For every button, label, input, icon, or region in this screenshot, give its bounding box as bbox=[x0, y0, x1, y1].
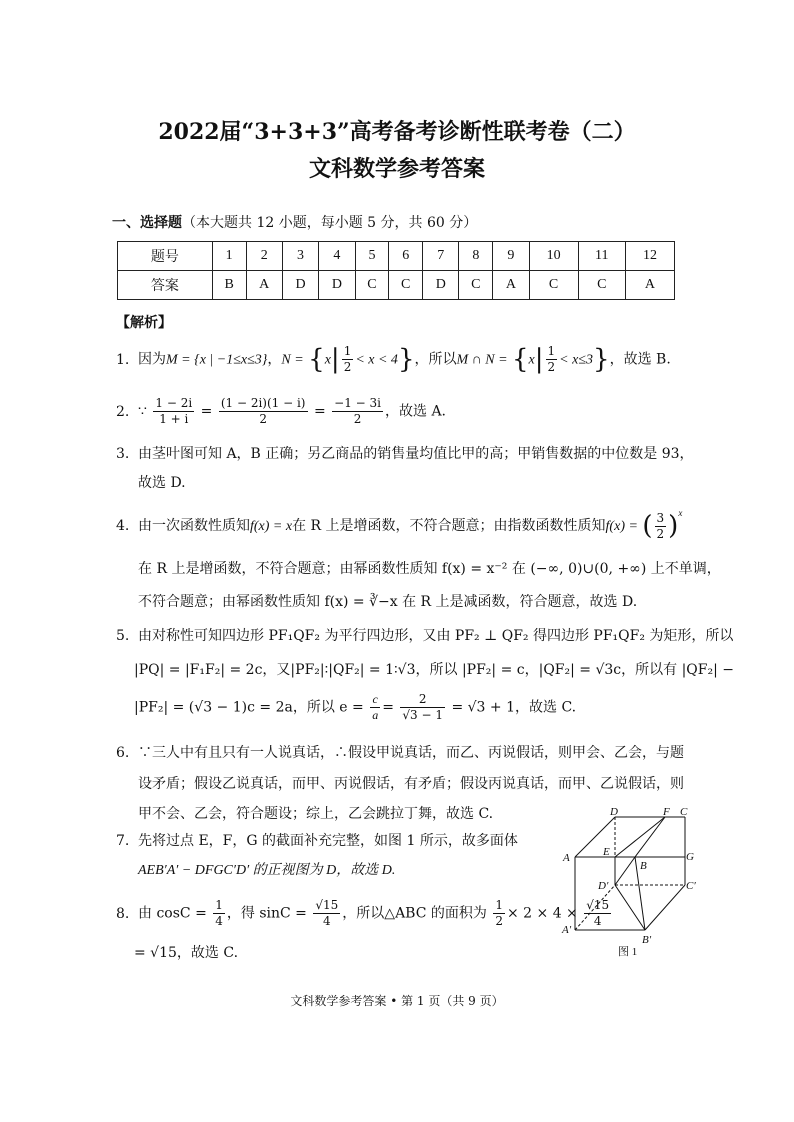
fraction-denominator: 4 bbox=[313, 913, 340, 929]
solution-7 bbox=[116, 830, 518, 850]
fraction-numerator: √15 bbox=[586, 898, 610, 912]
fraction bbox=[655, 511, 667, 542]
solution-5-line3 bbox=[134, 692, 576, 723]
solution-4-line3: 不符合题意；由幂函数性质知 f(x) = ∛−x 在 R 上是减函数，符合题意，故选 D. bbox=[138, 594, 638, 610]
set-var: x bbox=[324, 352, 331, 368]
solution-text: × 2 × 4 × bbox=[506, 905, 578, 922]
fraction-numerator: 2 bbox=[418, 692, 427, 706]
fraction bbox=[213, 898, 225, 929]
fraction-numerator: 1 bbox=[495, 898, 503, 912]
fraction-numerator: 1 bbox=[215, 898, 223, 912]
fraction-denominator: 1 + i bbox=[153, 411, 194, 427]
solution-number: 8. bbox=[116, 905, 130, 922]
because-symbol: ∵ bbox=[138, 403, 147, 420]
label-D: D bbox=[610, 806, 618, 818]
fraction bbox=[153, 396, 194, 427]
fraction bbox=[313, 898, 340, 929]
label-Dp: D′ bbox=[598, 880, 609, 892]
solution-8-line2: = √15，故选 C. bbox=[134, 945, 239, 961]
question-cell: 12 bbox=[625, 242, 674, 271]
question-cell: 4 bbox=[319, 242, 355, 271]
solution-text: ， bbox=[267, 351, 282, 368]
solution-number: 7. bbox=[116, 833, 130, 849]
vertex-labels bbox=[561, 806, 696, 946]
fraction-denominator: √3 − 1 bbox=[402, 708, 443, 722]
question-header: 题号 bbox=[118, 242, 213, 271]
solution-text: ，所以 bbox=[414, 351, 457, 368]
solution-7-line2: AEB′A′ − DFGC′D′ 的正视图为 D，故选 D. bbox=[138, 863, 396, 878]
answer-cell: D bbox=[423, 271, 459, 300]
question-cell: 6 bbox=[389, 242, 423, 271]
left-brace: { bbox=[512, 344, 529, 375]
set-m: M = {x | −1≤x≤3} bbox=[166, 352, 268, 368]
hidden-edges bbox=[575, 817, 685, 930]
label-G: G bbox=[686, 851, 694, 863]
fraction-numerator: (1 − 2i)(1 − i) bbox=[220, 396, 306, 410]
label-C: C bbox=[680, 806, 688, 818]
set-condition: < x < 4 bbox=[355, 352, 398, 368]
label-Ap: A′ bbox=[562, 924, 572, 936]
question-cell: 2 bbox=[246, 242, 282, 271]
formula: f(x) = bbox=[605, 519, 638, 534]
left-paren: ( bbox=[642, 511, 653, 541]
bar: | bbox=[330, 344, 340, 375]
question-cell: 9 bbox=[493, 242, 529, 271]
set-condition: < x≤3 bbox=[559, 352, 594, 368]
answer-cell: D bbox=[282, 271, 318, 300]
solution-text: 由 cosC = bbox=[138, 905, 207, 922]
answer-cell: C bbox=[529, 271, 578, 300]
title-line1: 2022届“3+3+3”高考备考诊断性联考卷（二） bbox=[158, 119, 636, 145]
fraction: $\frac{1}{2}$ bbox=[343, 344, 352, 374]
label-Bp: B′ bbox=[642, 934, 652, 946]
fraction-denominator: 2 bbox=[495, 914, 503, 928]
label-B: B bbox=[640, 860, 647, 872]
answer-table bbox=[117, 241, 675, 300]
solution-number: 4. bbox=[116, 518, 130, 534]
solution-1 bbox=[116, 344, 671, 375]
left-brace: { bbox=[308, 344, 325, 375]
solution-text: 由茎叶图可知 A，B 正确；另乙商品的销售量均值比甲的高；甲销售数据的中位数是 93， bbox=[138, 446, 694, 462]
solution-6-line3: 甲不会、乙会，符合题设；综上，乙会跳拉丁舞，故选 C. bbox=[138, 806, 494, 822]
fraction-numerator: −1 − 3i bbox=[334, 396, 381, 410]
answer-cell: A bbox=[625, 271, 674, 300]
right-paren: ) bbox=[668, 511, 679, 541]
fraction-denominator: 2 bbox=[332, 411, 383, 427]
solution-text: ∵三人中有且只有一人说真话，∴假设甲说真话，而乙、丙说假话，则甲会、乙会，与题 bbox=[138, 745, 684, 761]
exponent: x bbox=[678, 508, 683, 518]
section1-prefix: 一、选择题 bbox=[112, 215, 182, 231]
question-cell: 3 bbox=[282, 242, 318, 271]
formula: f(x) = x bbox=[250, 519, 293, 534]
solution-6-line2: 设矛盾；假设乙说真话，而甲、丙说假话，有矛盾；假设丙说真话，而甲、乙说假话，则 bbox=[138, 776, 684, 792]
label-Cp: C′ bbox=[686, 880, 696, 892]
label-E: E bbox=[603, 846, 610, 858]
solution-8 bbox=[116, 898, 613, 929]
solution-number: 6. bbox=[116, 745, 130, 761]
fraction-numerator: √15 bbox=[315, 898, 339, 912]
fraction-denominator: 4 bbox=[215, 914, 223, 928]
solution-5 bbox=[116, 625, 733, 645]
answer-cell: C bbox=[355, 271, 389, 300]
fraction-denominator: 2 bbox=[219, 411, 308, 427]
fraction bbox=[332, 396, 383, 427]
solution-2: 2. ∵ $\frac{1 - 2i}{1 + i}$ = $\frac{(1 - 2i)(1 - i)}{2}$ = $\frac{-1 - 3i}{2}$ ，故选 A. bbox=[116, 396, 447, 426]
fraction-numerator: c bbox=[372, 692, 378, 706]
fraction: $\frac{1}{2}$ bbox=[547, 344, 556, 374]
solution-number: 5. bbox=[116, 628, 130, 644]
question-cell: 10 bbox=[529, 242, 578, 271]
fraction bbox=[370, 692, 380, 723]
page-footer: 文科数学参考答案 • 第 1 页（共 9 页） bbox=[290, 994, 504, 1008]
figure-caption: 图 1 bbox=[618, 946, 638, 957]
answer-cell: C bbox=[578, 271, 625, 300]
answer-cell: C bbox=[389, 271, 423, 300]
section1-heading bbox=[112, 212, 477, 232]
answer-cell: B bbox=[212, 271, 246, 300]
solution-number: 2. bbox=[116, 403, 130, 420]
question-cell: 11 bbox=[578, 242, 625, 271]
solution-text: = √3 + 1，故选 C. bbox=[451, 699, 577, 716]
set-n-label: N = bbox=[281, 352, 304, 368]
set-var: x bbox=[528, 352, 535, 368]
solution-number: 1. bbox=[116, 351, 130, 368]
solution-text: ，得 sinC = bbox=[226, 905, 307, 922]
solution-text: ，故选 A. bbox=[385, 403, 447, 420]
fraction-numerator: 3 bbox=[656, 510, 665, 525]
question-cell: 8 bbox=[459, 242, 493, 271]
question-cell: 5 bbox=[355, 242, 389, 271]
right-brace: } bbox=[397, 344, 415, 375]
solution-text: |PF₂| = (√3 − 1)c = 2a，所以 e = bbox=[134, 699, 364, 716]
solution-text: 由一次函数性质知 bbox=[138, 518, 250, 534]
solution-4 bbox=[116, 508, 682, 542]
fraction-denominator: 2 bbox=[656, 526, 665, 541]
solution-3 bbox=[116, 443, 694, 463]
fraction bbox=[400, 692, 445, 723]
solution-text: 因为 bbox=[138, 351, 166, 368]
fraction-denominator: a bbox=[372, 708, 379, 722]
solution-6 bbox=[116, 742, 684, 762]
label-F: F bbox=[663, 806, 670, 818]
answer-cell: D bbox=[319, 271, 355, 300]
equals: = bbox=[382, 699, 394, 716]
answer-row bbox=[118, 271, 675, 300]
fraction-numerator: 1 − 2i bbox=[155, 396, 193, 410]
question-cell: 1 bbox=[212, 242, 246, 271]
solution-text: 在 R 上是增函数，不符合题意；由指数函数性质知 bbox=[292, 518, 606, 534]
answer-header: 答案 bbox=[118, 271, 213, 300]
fraction bbox=[219, 396, 308, 427]
solution-text: 先将过点 E，F，G 的截面补充完整，如图 1 所示，故多面体 bbox=[138, 833, 518, 849]
solid-edges bbox=[575, 817, 685, 930]
fraction-denominator: 4 bbox=[584, 913, 611, 929]
answer-cell: C bbox=[459, 271, 493, 300]
solution-text: ，所以△ABC 的面积为 bbox=[342, 905, 487, 922]
solution-5-line2: |PQ| = |F₁F₂| = 2c，又|PF₂|∶|QF₂| = 1∶√3，所以 |PF₂| = c，|QF₂| = √3c，所以有 |QF₂| − bbox=[134, 662, 735, 678]
solution-text: ，故选 B. bbox=[609, 351, 671, 368]
section1-note: （本大题共 12 小题，每小题 5 分，共 60 分） bbox=[182, 215, 478, 231]
question-cell: 7 bbox=[423, 242, 459, 271]
bar: | bbox=[534, 344, 544, 375]
solution-3-cont: 故选 D. bbox=[138, 475, 186, 491]
figure-1-cube bbox=[560, 805, 700, 957]
intersection: M ∩ N = bbox=[456, 352, 508, 368]
right-brace: } bbox=[593, 344, 610, 375]
solution-number: 3. bbox=[116, 446, 130, 462]
solution-text: 由对称性可知四边形 PF₁QF₂ 为平行四边形，又由 PF₂ ⊥ QF₂ 得四边形 PF₁QF₂ 为矩形，所以 bbox=[138, 628, 734, 644]
title-line2: 文科数学参考答案 bbox=[308, 156, 485, 182]
jiexi-label: 【解析】 bbox=[116, 315, 172, 331]
solution-4-line2: 在 R 上是增函数，不符合题意；由幂函数性质知 f(x) = x⁻² 在 (−∞, 0)∪(0, +∞) 上不单调， bbox=[138, 561, 721, 577]
answer-cell: A bbox=[246, 271, 282, 300]
fraction bbox=[493, 898, 505, 929]
answer-cell: A bbox=[493, 271, 529, 300]
label-A: A bbox=[563, 852, 570, 864]
question-row bbox=[118, 242, 675, 271]
